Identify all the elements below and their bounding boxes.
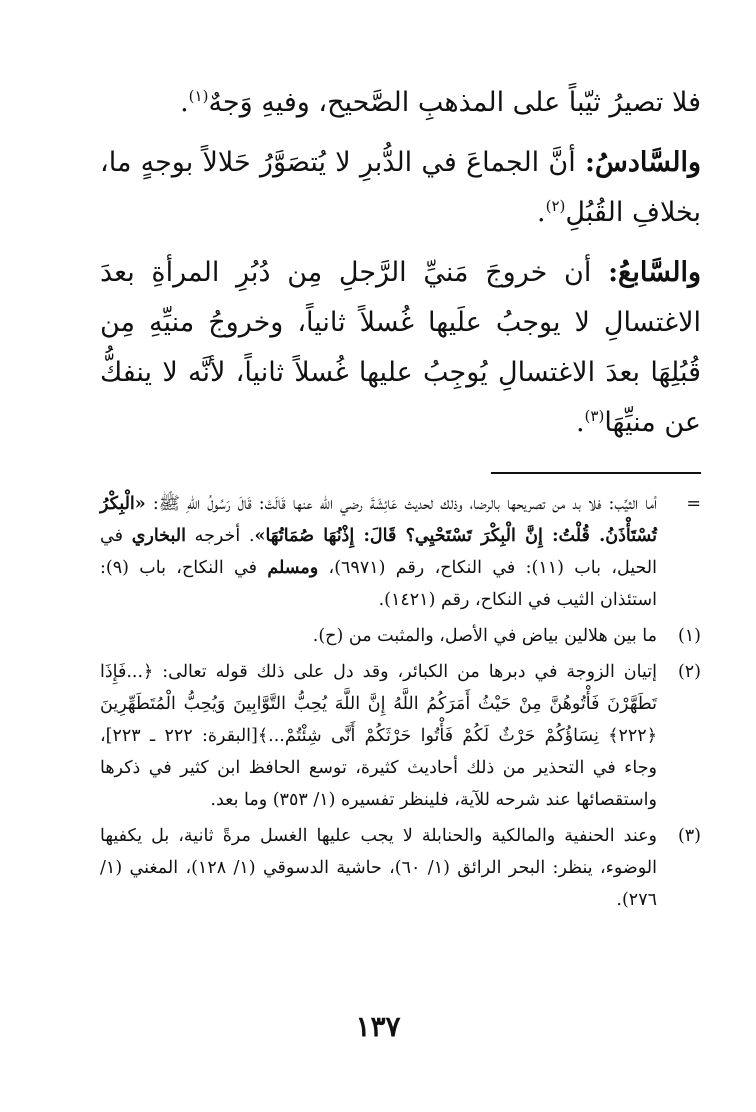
footnote-text-part: في الحيل، باب (١١): في النكاح، رقم (٦٩٧١)،: [100, 526, 657, 578]
paragraph-end: .: [537, 197, 546, 228]
quran-quote: ﴿...فَإِذَا تَطَهَّرْنَ فَأْتُوهُنَّ مِنْ حَيْثُ أَمَرَكُمُ اللَّهُ إِنَّ اللَّهَ يُحِبُّ التَّوَّابِينَ وَيُحِبُّ الْمُتَطَهِّرِينَ ﴿٢٢٢﴾ نِسَاؤُكُمْ حَرْثٌ لَكُمْ فَأْتُوا حَرْثَكُمْ أَنَّى شِئْتُمْ...﴾: [100, 662, 657, 746]
footnote-1: [100, 620, 701, 652]
footnote-text: [100, 488, 657, 616]
paragraph-text: أنَّ الجماعَ في الدُّبرِ لا يُتصَوَّرُ حَلالاً بوجهٍ ما، بخلافِ القُبُلِ: [100, 147, 701, 228]
footnote-text: وعند الحنفية والمالكية والحنابلة لا يجب عليها الغسل مرةً ثانية، بل يكفيها الوضوء، ينظر: البحر الرائق (١/ ٦٠)، حاشية الدسوقي (١/ ١٢٨)، المغني (١/ ٢٧٦).: [100, 826, 657, 910]
main-paragraph-1: [100, 78, 701, 128]
footnote-text-part: . أخرجه: [185, 526, 255, 546]
page-number: ١٣٧: [355, 1010, 401, 1043]
paragraph-end: .: [180, 87, 189, 118]
footnote-ref-2[interactable]: (٢): [545, 197, 566, 215]
footnote-text: [100, 656, 657, 816]
paragraph-lead: والسَّابعُ:: [608, 257, 701, 288]
footnote-2: [100, 656, 701, 816]
footnote-ref-1[interactable]: (١): [188, 87, 209, 105]
footnote-continuation: [100, 488, 701, 616]
continuation-marker: =: [686, 494, 701, 514]
hadith-quote: «الْبِكْرُ تُسْتَأْذَنُ. قُلْتُ: إِنَّ الْبِكْرَ تَسْتَحْيِي؟ قَالَ: إِذْنُهَا صُمَاتُهَا»: [100, 494, 657, 546]
main-paragraph-3: [100, 248, 701, 448]
footnote-number: (١): [677, 626, 701, 646]
paragraph-text: فلا تصيرُ ثيّباً على المذهبِ الصَّحيح، وفيهِ وَجهٌ: [208, 87, 701, 118]
paragraph-text: أن خروجَ مَنيِّ الرَّجلِ مِن دُبُرِ المرأةِ بعدَ الاغتسالِ لا يوجبُ علَيها غُسلاً ثانياً، وخروجُ منيِّهِ مِن قُبُلِهَا بعدَ الاغتسالِ يُوجِبُ عليها غُسلاً ثانياً، لأنَّه لا ينفكُّ عن منيِّهَا: [100, 257, 701, 438]
footnote-number: (٣): [677, 826, 701, 846]
footnote-text: ما بين هلالين بياض في الأصل، والمثبت من (ح).: [312, 626, 657, 646]
footnote-3: [100, 820, 701, 916]
main-paragraph-2: [100, 138, 701, 238]
paragraph-lead: والسَّادسُ:: [584, 147, 701, 178]
footnote-text-part: أما الثيِّب: فلا بد من تصريحها بالرضا، وذلك لحديث عَائِشَةَ رضي الله عنها قَالَتْ: قَالَ رَسُولُ اللهِ ﷺ:: [145, 494, 657, 514]
paragraph-end: .: [575, 407, 585, 438]
source-name: البخاري: [131, 526, 186, 546]
footnote-ref-3[interactable]: (٣): [584, 407, 605, 425]
footnote-text-part: إتيان الزوجة في دبرها من الكبائر، وقد دل على ذلك قوله تعالى:: [153, 662, 657, 682]
footnote-number: (٢): [677, 662, 701, 682]
footnote-text-part: في النكاح، باب (٩): استئذان الثيب في النكاح، رقم (١٤٢١).: [100, 558, 657, 610]
source-name: ومسلم: [267, 558, 319, 578]
footnote-text-part: [البقرة: ٢٢٢ ـ ٢٢٣]، وجاء في التحذير من ذلك أحاديث كثيرة، توسع الحافظ ابن كثير في ذكرها واستقصائها عند شرحه للآية، فلينظر تفسيره (١/ ٣٥٣) وما بعد.: [100, 726, 657, 810]
page-body: [100, 78, 701, 1112]
footnote-separator: [491, 472, 701, 474]
